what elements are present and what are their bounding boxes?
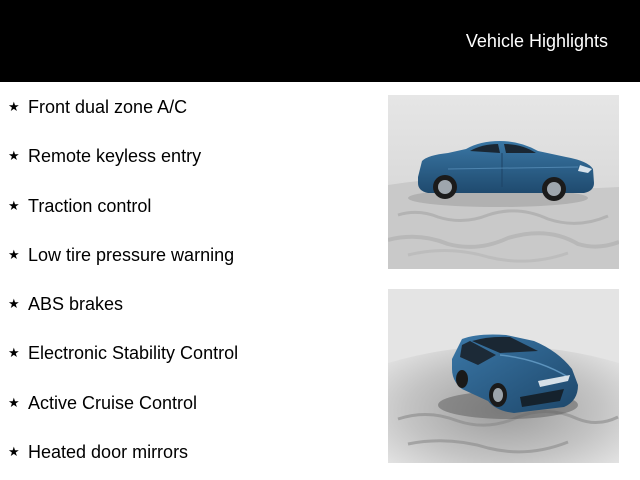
feature-label: Front dual zone A/C <box>28 97 188 117</box>
feature-item-electronic-stability-control <box>8 342 238 364</box>
feature-item-low-tire-pressure-warning <box>8 244 234 266</box>
feature-item-traction-control <box>8 195 151 217</box>
star-icon: ★ <box>8 395 20 410</box>
feature-item-remote-keyless-entry <box>8 145 201 167</box>
star-icon: ★ <box>8 99 20 114</box>
feature-item-front-dual-zone-ac <box>8 96 187 118</box>
vehicle-photo-side <box>388 95 619 269</box>
feature-label: ABS brakes <box>28 294 124 314</box>
star-icon: ★ <box>8 345 20 360</box>
star-icon: ★ <box>8 444 20 459</box>
car-front-image <box>388 289 619 463</box>
feature-item-abs-brakes <box>8 293 123 315</box>
feature-label: Heated door mirrors <box>28 442 189 462</box>
star-icon: ★ <box>8 296 20 311</box>
star-icon: ★ <box>8 148 20 163</box>
star-icon: ★ <box>8 247 20 262</box>
star-icon: ★ <box>8 198 20 213</box>
feature-label: Traction control <box>28 196 152 216</box>
feature-label: Active Cruise Control <box>28 393 198 413</box>
feature-label: Remote keyless entry <box>28 146 202 166</box>
feature-label: Low tire pressure warning <box>28 245 235 265</box>
feature-item-active-cruise-control <box>8 392 197 414</box>
vehicle-photo-front <box>388 289 619 463</box>
car-side-image <box>388 95 619 269</box>
feature-item-heated-door-mirrors <box>8 441 188 463</box>
feature-label: Electronic Stability Control <box>28 343 239 363</box>
page-title: Vehicle Highlights <box>465 31 608 51</box>
